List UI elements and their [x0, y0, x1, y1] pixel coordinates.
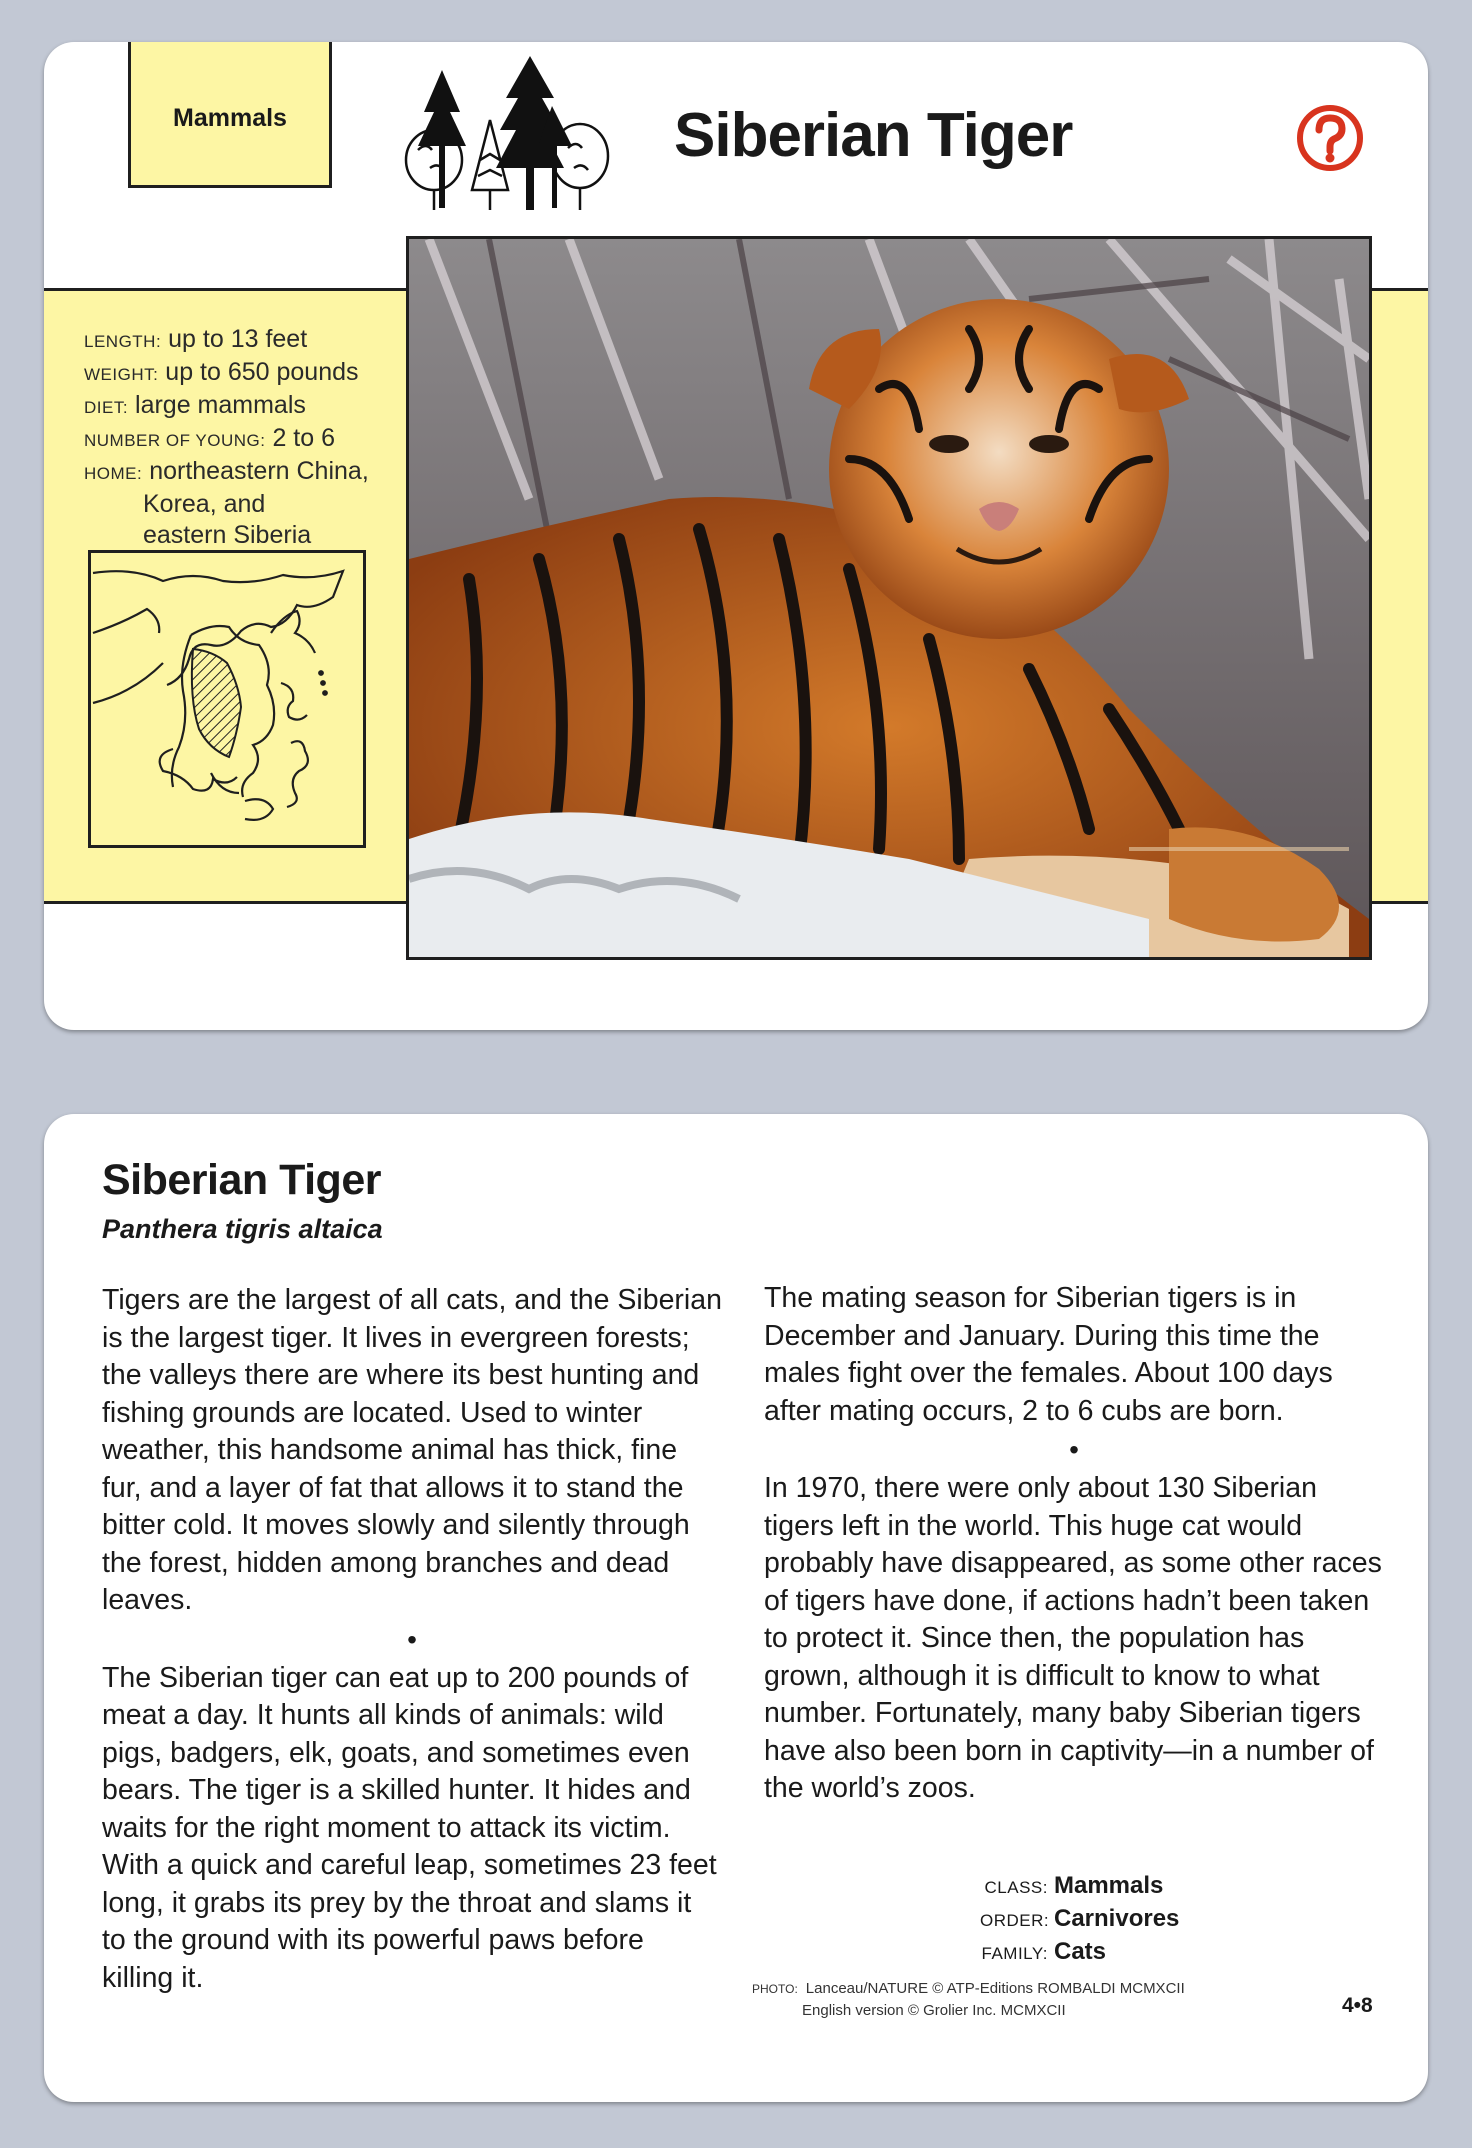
- card-back: [44, 1114, 1428, 2102]
- credit-line-2: English version © Grolier Inc. MCMXCII: [802, 2002, 1066, 2019]
- bullet-separator: •: [407, 1623, 417, 1655]
- scientific-name: Panthera tigris altaica: [102, 1214, 383, 1244]
- fact-home-line3: eastern Siberia: [143, 521, 312, 549]
- forest-icon: [402, 50, 612, 218]
- paragraph: The Siberian tiger can eat up to 200 pounds of meat a day. It hunts all kinds of animals: wild pigs, badgers, elk, goats, and sometimes even bears. The tiger is a skilled hunter. It hides and waits for the right moment to attack its victim. With a quick and careful leap, sometimes 23 feet long, it grabs its prey by the throat and slams it to the ground with its powerful paws before killing it.: [102, 1661, 717, 1994]
- category-tab: [128, 42, 332, 188]
- paragraph: The mating season for Siberian tigers is in December and January. During this time the males fight over the females. About 100 days after mating occurs, 2 to 6 cubs are born.: [764, 1282, 1333, 1427]
- text-column-left: [102, 1282, 722, 1997]
- bullet-separator: •: [1069, 1434, 1079, 1465]
- range-map: [88, 550, 366, 848]
- fact-home-line2: Korea, and: [143, 490, 266, 518]
- back-title: Siberian Tiger: [102, 1156, 381, 1204]
- card-number: 4•8: [1342, 1994, 1373, 2017]
- fact-diet: DIET: large mammals: [84, 391, 306, 419]
- tiger-photo: [406, 236, 1372, 960]
- category-label: Mammals: [173, 104, 287, 132]
- tiger-photo-image: [409, 239, 1369, 957]
- paragraph: In 1970, there were only about 130 Siberian tigers left in the world. This huge cat would probably have disappeared, as some other races of tigers have done, if actions hadn’t been taken to protect it. Since then, the population has grown, although it is difficult to know to what number. Fortunately, many baby Siberian tigers have also been born in captivity—in a number of the world’s zoos.: [764, 1472, 1382, 1804]
- fact-list: [84, 324, 414, 551]
- photo-credits: [752, 1978, 1185, 2021]
- card-front: [44, 42, 1428, 1030]
- question-circle-icon[interactable]: [1294, 102, 1366, 174]
- taxonomy-class: CLASS: Mammals: [984, 1872, 1164, 1899]
- taxonomy-family: FAMILY: Cats: [981, 1938, 1107, 1965]
- fact-young: NUMBER OF YOUNG: 2 to 6: [84, 424, 335, 452]
- photo-label: PHOTO:: [752, 1982, 798, 1996]
- fact-home: HOME: northeastern China,: [84, 457, 369, 485]
- paragraph: Tigers are the largest of all cats, and the Siberian is the largest tiger. It lives in evergreen forests; the valleys there are where its best hunting and fishing grounds are located. Used to winter weather, this handsome animal has thick, fine fur, and a layer of fat that allows it to stand the bitter cold. It moves slowly and silently through the forest, hidden among branches and dead leaves.: [102, 1284, 722, 1616]
- taxonomy-order: ORDER: Carnivores: [980, 1905, 1180, 1932]
- range-map-drawing: [91, 553, 363, 845]
- fact-length: LENGTH: up to 13 feet: [84, 325, 308, 353]
- credit-line-1: Lanceau/NATURE © ATP-Editions ROMBALDI MCMXCII: [805, 1980, 1185, 1997]
- card-title: Siberian Tiger: [674, 101, 1073, 170]
- text-column-right: [764, 1280, 1384, 1808]
- taxonomy-block: [980, 1870, 1179, 1969]
- fact-weight: WEIGHT: up to 650 pounds: [84, 358, 359, 386]
